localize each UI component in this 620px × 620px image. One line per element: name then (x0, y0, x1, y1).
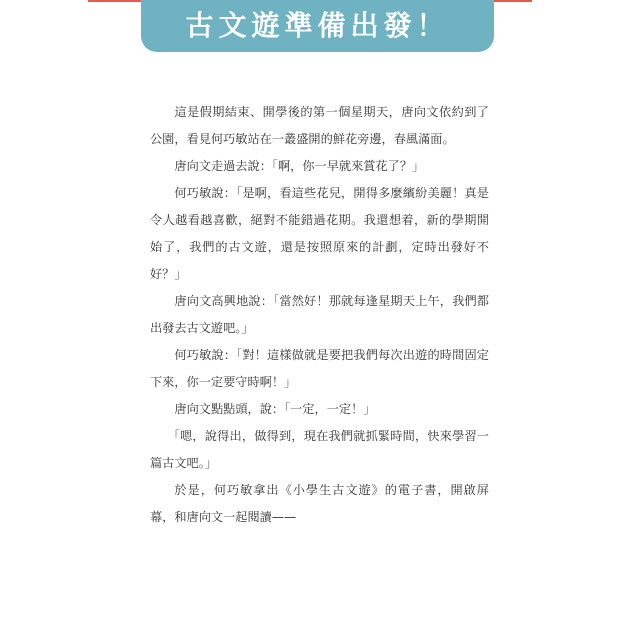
paragraph: 唐向文走過去說：「啊，你一早就來賞花了？」 (174, 159, 425, 173)
story-text (150, 99, 489, 531)
paragraph: 這是假期結束、開學後的第一個星期天，唐向文依約到了公園，看見何巧敏站在一叢盛開的鮮花旁邊，春風滿面。 (150, 105, 489, 146)
paragraph: 於是，何巧敏拿出《小學生古文遊》的電子書，開啟屏幕，和唐向文一起閱讀—— (150, 483, 489, 524)
page-title: 古文遊準備出發！ (185, 9, 450, 42)
paragraph: 唐向文點點頭，說：「一定，一定！」 (174, 402, 376, 416)
paragraph: 唐向文高興地說：「當然好！那就每逢星期天上午，我們都出發去古文遊吧。」 (150, 294, 489, 335)
title-banner (141, 0, 494, 52)
paragraph: 「嗯，說得出，做得到，現在我們就抓緊時間，快來學習一篇古文吧。」 (150, 429, 489, 470)
paragraph: 何巧敏說：「是啊，看這些花兒，開得多麼繽紛美麗！真是令人越看越喜歡，絕對不能錯過花期。我還想着，新的學期開始了，我們的古文遊，還是按照原來的計劃，定時出發好不好？」 (150, 186, 489, 281)
paragraph: 何巧敏說：「對！這樣做就是要把我們每次出遊的時間固定下來，你一定要守時啊！」 (150, 348, 489, 389)
